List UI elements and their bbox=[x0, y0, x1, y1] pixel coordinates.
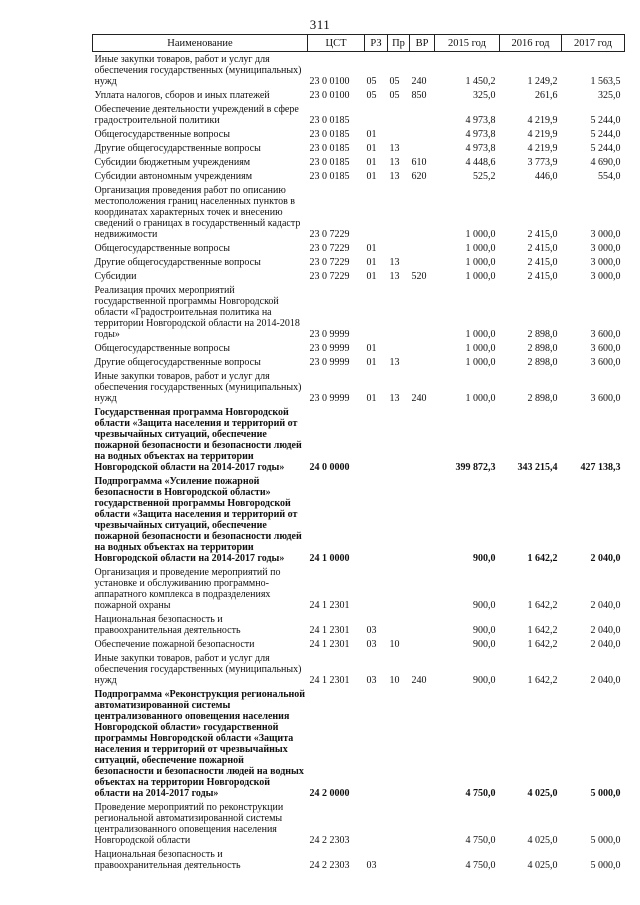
cell-name: Организация проведения работ по описанию местоположения границ населенных пунктов в координатах характерных точек и внесению сведений о границах в государственный кадастр недвижимости bbox=[94, 185, 301, 240]
cell-2016: 446,0 bbox=[535, 171, 558, 182]
cell-pr bbox=[388, 612, 410, 637]
cell-pr: 13 bbox=[389, 271, 400, 282]
cell-rz: 01 bbox=[366, 343, 377, 354]
cell-2017: 5 244,0 bbox=[590, 115, 621, 126]
cell-2016: 4 219,9 bbox=[527, 129, 558, 140]
cell-2015: 1 000,0 bbox=[465, 243, 496, 254]
cell-pr bbox=[388, 847, 410, 872]
cell-name: Иные закупки товаров, работ и услуг для обеспечения государственных (муниципальных) нужд bbox=[94, 653, 302, 686]
cell-rz bbox=[365, 405, 388, 474]
cell-2017: 427 138,3 bbox=[580, 462, 621, 473]
cell-2015: 900,0 bbox=[473, 625, 496, 636]
cell-vr bbox=[410, 847, 435, 872]
header-row bbox=[93, 35, 625, 52]
header-2016: 2016 год bbox=[500, 35, 562, 52]
cell-2015: 1 000,0 bbox=[465, 257, 496, 268]
cell-name: Субсидии бюджетным учреждениям bbox=[94, 157, 251, 168]
cell-pr: 13 bbox=[389, 357, 400, 368]
cell-2016: 2 898,0 bbox=[527, 357, 558, 368]
cell-2016: 2 415,0 bbox=[527, 257, 558, 268]
cell-vr: 240 bbox=[411, 76, 427, 87]
cell-2017: 3 000,0 bbox=[590, 229, 621, 240]
cell-2017: 5 000,0 bbox=[590, 860, 621, 871]
cell-pr bbox=[388, 341, 410, 355]
cell-vr bbox=[410, 183, 435, 241]
cell-rz bbox=[365, 687, 388, 800]
cell-vr bbox=[410, 241, 435, 255]
table-row bbox=[93, 355, 625, 369]
cell-2017: 5 000,0 bbox=[590, 835, 621, 846]
header-2017: 2017 год bbox=[562, 35, 625, 52]
cell-2015: 4 448,6 bbox=[465, 157, 496, 168]
header-vr: ВР bbox=[410, 35, 435, 52]
table-row bbox=[93, 155, 625, 169]
cell-cst: 24 2 0000 bbox=[309, 788, 350, 799]
cell-name: Общегосударственные вопросы bbox=[94, 243, 230, 254]
cell-name: Другие общегосударственные вопросы bbox=[94, 257, 261, 268]
cell-name: Подпрограмма «Реконструкция региональной автоматизированной системы централизованного оповещения населения Новгородской области» государственной программы Новгородской области «Защита населения и территорий от чрезвычайных ситуаций, обеспечение пожарной безопасности и безопасности людей на водных объектах на территории Новгородской области на 2014-2017 годы» bbox=[94, 689, 306, 799]
table-row bbox=[93, 241, 625, 255]
cell-rz: 03 bbox=[366, 639, 377, 650]
table-row bbox=[93, 341, 625, 355]
cell-rz: 01 bbox=[366, 243, 377, 254]
cell-name: Национальная безопасность и правоохранительная деятельность bbox=[94, 614, 241, 636]
cell-cst: 23 0 9999 bbox=[309, 343, 350, 354]
cell-2015: 4 750,0 bbox=[465, 860, 496, 871]
cell-rz bbox=[365, 565, 388, 612]
cell-vr bbox=[410, 687, 435, 800]
cell-2017: 3 600,0 bbox=[590, 357, 621, 368]
cell-name: Подпрограмма «Усиление пожарной безопасности в Новгородской области» государственной программы Новгородской области «Защита населения и территорий от чрезвычайных ситуаций, обеспечение пожарной безопасности и безопасности людей на водных объектах на территории Новгородской области на 2014-2017 годы» bbox=[94, 476, 302, 564]
cell-pr bbox=[388, 565, 410, 612]
cell-2017: 3 000,0 bbox=[590, 257, 621, 268]
header-name: Наименование bbox=[93, 35, 308, 52]
cell-2017: 325,0 bbox=[598, 90, 621, 101]
cell-2017: 5 244,0 bbox=[590, 143, 621, 154]
cell-2015: 1 000,0 bbox=[465, 357, 496, 368]
cell-cst: 24 2 2303 bbox=[309, 860, 350, 871]
cell-vr: 620 bbox=[411, 171, 427, 182]
cell-pr: 10 bbox=[389, 675, 400, 686]
cell-pr bbox=[388, 405, 410, 474]
cell-vr: 610 bbox=[411, 157, 427, 168]
cell-2016: 1 642,2 bbox=[527, 675, 558, 686]
cell-cst: 23 0 7229 bbox=[309, 271, 350, 282]
cell-2015: 1 000,0 bbox=[465, 329, 496, 340]
cell-cst: 23 0 0100 bbox=[309, 76, 350, 87]
cell-vr bbox=[410, 283, 435, 341]
cell-2017: 3 600,0 bbox=[590, 393, 621, 404]
cell-2015: 399 872,3 bbox=[455, 462, 496, 473]
page-number: 311 bbox=[309, 17, 331, 32]
cell-vr: 240 bbox=[411, 393, 427, 404]
cell-pr: 05 bbox=[389, 76, 400, 87]
cell-vr bbox=[410, 102, 435, 127]
cell-rz: 01 bbox=[366, 143, 377, 154]
cell-2016: 2 415,0 bbox=[527, 243, 558, 254]
table-row bbox=[93, 52, 625, 89]
cell-cst: 23 0 0185 bbox=[309, 115, 350, 126]
table-row bbox=[93, 183, 625, 241]
cell-name: Обеспечение пожарной безопасности bbox=[94, 639, 255, 650]
cell-2017: 4 690,0 bbox=[590, 157, 621, 168]
cell-pr: 13 bbox=[389, 171, 400, 182]
cell-2016: 4 025,0 bbox=[527, 835, 558, 846]
cell-2015: 1 000,0 bbox=[465, 271, 496, 282]
cell-pr: 10 bbox=[389, 639, 400, 650]
cell-pr: 13 bbox=[389, 157, 400, 168]
cell-name: Уплата налогов, сборов и иных платежей bbox=[94, 90, 270, 101]
cell-2017: 2 040,0 bbox=[590, 625, 621, 636]
cell-vr bbox=[410, 141, 435, 155]
cell-name: Проведение мероприятий по реконструкции региональной автоматизированной системы централизованного оповещения населения Новгородской области bbox=[94, 802, 284, 846]
cell-rz: 01 bbox=[366, 257, 377, 268]
cell-2015: 4 750,0 bbox=[465, 835, 496, 846]
cell-cst: 23 0 0185 bbox=[309, 129, 350, 140]
cell-rz: 01 bbox=[366, 157, 377, 168]
cell-pr bbox=[388, 127, 410, 141]
cell-cst: 23 0 9999 bbox=[309, 357, 350, 368]
cell-2015: 1 000,0 bbox=[465, 393, 496, 404]
cell-2015: 325,0 bbox=[473, 90, 496, 101]
cell-cst: 23 0 7229 bbox=[309, 257, 350, 268]
budget-table bbox=[92, 34, 625, 872]
cell-2017: 3 600,0 bbox=[590, 329, 621, 340]
cell-cst: 24 0 0000 bbox=[309, 462, 350, 473]
cell-vr bbox=[410, 612, 435, 637]
cell-2016: 1 642,2 bbox=[527, 553, 558, 564]
cell-rz: 03 bbox=[366, 860, 377, 871]
cell-cst: 23 0 0100 bbox=[309, 90, 350, 101]
table-row bbox=[93, 88, 625, 102]
cell-rz bbox=[365, 800, 388, 847]
cell-vr bbox=[410, 474, 435, 565]
cell-2016: 4 219,9 bbox=[527, 143, 558, 154]
cell-2016: 261,6 bbox=[535, 90, 558, 101]
cell-name: Иные закупки товаров, работ и услуг для обеспечения государственных (муниципальных) нужд bbox=[94, 371, 302, 404]
cell-cst: 24 1 2301 bbox=[309, 625, 350, 636]
cell-vr bbox=[410, 341, 435, 355]
cell-name: Национальная безопасность и правоохранительная деятельность bbox=[94, 849, 241, 871]
cell-pr bbox=[388, 241, 410, 255]
cell-2016: 4 025,0 bbox=[527, 788, 558, 799]
cell-2015: 4 750,0 bbox=[465, 788, 496, 799]
cell-name: Субсидии автономным учреждениям bbox=[94, 171, 253, 182]
cell-cst: 24 1 2301 bbox=[309, 639, 350, 650]
cell-2016: 2 415,0 bbox=[527, 271, 558, 282]
cell-name: Другие общегосударственные вопросы bbox=[94, 357, 261, 368]
cell-2016: 4 219,9 bbox=[527, 115, 558, 126]
table-row bbox=[93, 474, 625, 565]
cell-2015: 900,0 bbox=[473, 675, 496, 686]
cell-name: Обеспечение деятельности учреждений в сфере градостроительной политики bbox=[94, 104, 299, 126]
cell-2016: 1 642,2 bbox=[527, 639, 558, 650]
cell-vr bbox=[410, 127, 435, 141]
cell-2017: 3 600,0 bbox=[590, 343, 621, 354]
cell-pr: 05 bbox=[389, 90, 400, 101]
cell-rz bbox=[365, 183, 388, 241]
cell-2015: 1 000,0 bbox=[465, 343, 496, 354]
cell-name: Субсидии bbox=[94, 271, 137, 282]
table-row bbox=[93, 637, 625, 651]
header-cst: ЦСТ bbox=[308, 35, 365, 52]
cell-2015: 4 973,8 bbox=[465, 129, 496, 140]
cell-vr: 850 bbox=[411, 90, 427, 101]
cell-rz: 01 bbox=[366, 129, 377, 140]
cell-cst: 23 0 7229 bbox=[309, 243, 350, 254]
cell-vr bbox=[410, 565, 435, 612]
cell-2016: 3 773,9 bbox=[527, 157, 558, 168]
cell-cst: 23 0 0185 bbox=[309, 157, 350, 168]
cell-rz bbox=[365, 102, 388, 127]
table-row bbox=[93, 565, 625, 612]
cell-2017: 2 040,0 bbox=[590, 675, 621, 686]
cell-2015: 1 000,0 bbox=[465, 229, 496, 240]
cell-rz: 01 bbox=[366, 271, 377, 282]
cell-cst: 23 0 7229 bbox=[309, 229, 350, 240]
cell-rz bbox=[365, 474, 388, 565]
cell-2017: 554,0 bbox=[598, 171, 621, 182]
cell-vr: 520 bbox=[411, 271, 427, 282]
cell-rz: 01 bbox=[366, 357, 377, 368]
table-row bbox=[93, 269, 625, 283]
cell-2017: 3 000,0 bbox=[590, 271, 621, 282]
cell-2016: 2 415,0 bbox=[527, 229, 558, 240]
cell-cst: 23 0 9999 bbox=[309, 393, 350, 404]
table-row bbox=[93, 369, 625, 405]
cell-2015: 4 973,8 bbox=[465, 115, 496, 126]
cell-pr: 13 bbox=[389, 257, 400, 268]
cell-rz: 01 bbox=[366, 393, 377, 404]
cell-name: Другие общегосударственные вопросы bbox=[94, 143, 261, 154]
cell-name: Общегосударственные вопросы bbox=[94, 343, 230, 354]
cell-name: Общегосударственные вопросы bbox=[94, 129, 230, 140]
cell-cst: 24 1 2301 bbox=[309, 675, 350, 686]
cell-cst: 23 0 0185 bbox=[309, 143, 350, 154]
table-row bbox=[93, 255, 625, 269]
table-body bbox=[93, 52, 625, 873]
table-row bbox=[93, 847, 625, 872]
cell-rz: 03 bbox=[366, 625, 377, 636]
cell-pr: 13 bbox=[389, 393, 400, 404]
table-row bbox=[93, 405, 625, 474]
header-rz: РЗ bbox=[365, 35, 388, 52]
table-row bbox=[93, 169, 625, 183]
cell-2015: 4 973,8 bbox=[465, 143, 496, 154]
cell-vr bbox=[410, 255, 435, 269]
cell-rz: 05 bbox=[366, 76, 377, 87]
cell-2016: 2 898,0 bbox=[527, 343, 558, 354]
cell-name: Организация и проведение мероприятий по установке и обслуживанию программно-аппаратного комплекса в подразделениях пожарной охраны bbox=[94, 567, 281, 611]
cell-pr: 13 bbox=[389, 143, 400, 154]
cell-name: Иные закупки товаров, работ и услуг для обеспечения государственных (муниципальных) нужд bbox=[94, 54, 302, 87]
cell-vr bbox=[410, 800, 435, 847]
cell-vr bbox=[410, 637, 435, 651]
cell-2017: 2 040,0 bbox=[590, 600, 621, 611]
table-row bbox=[93, 141, 625, 155]
cell-vr bbox=[410, 355, 435, 369]
cell-vr bbox=[410, 405, 435, 474]
header-pr: Пр bbox=[388, 35, 410, 52]
cell-cst: 24 1 2301 bbox=[309, 600, 350, 611]
cell-pr bbox=[388, 800, 410, 847]
cell-2016: 1 642,2 bbox=[527, 625, 558, 636]
cell-2015: 900,0 bbox=[473, 553, 496, 564]
cell-rz bbox=[365, 283, 388, 341]
cell-pr bbox=[388, 474, 410, 565]
cell-cst: 24 2 2303 bbox=[309, 835, 350, 846]
cell-2017: 2 040,0 bbox=[590, 639, 621, 650]
table-row bbox=[93, 612, 625, 637]
cell-2015: 900,0 bbox=[473, 639, 496, 650]
cell-2016: 2 898,0 bbox=[527, 329, 558, 340]
cell-cst: 23 0 9999 bbox=[309, 329, 350, 340]
cell-vr: 240 bbox=[411, 675, 427, 686]
table-row bbox=[93, 800, 625, 847]
cell-2016: 2 898,0 bbox=[527, 393, 558, 404]
cell-2016: 343 215,4 bbox=[517, 462, 558, 473]
cell-pr bbox=[388, 183, 410, 241]
cell-2015: 525,2 bbox=[473, 171, 496, 182]
cell-cst: 24 1 0000 bbox=[309, 553, 350, 564]
cell-2017: 5 000,0 bbox=[590, 788, 621, 799]
cell-rz: 03 bbox=[366, 675, 377, 686]
cell-pr bbox=[388, 283, 410, 341]
cell-2015: 1 450,2 bbox=[465, 76, 496, 87]
cell-2017: 3 000,0 bbox=[590, 243, 621, 254]
cell-rz: 05 bbox=[366, 90, 377, 101]
header-2015: 2015 год bbox=[435, 35, 500, 52]
table-row bbox=[93, 127, 625, 141]
cell-2015: 900,0 bbox=[473, 600, 496, 611]
cell-name: Реализация прочих мероприятий государственной программы Новгородской области «Градостроительная политика на территории Новгородской области на 2014-2018 годы» bbox=[94, 285, 300, 340]
cell-2017: 2 040,0 bbox=[590, 553, 621, 564]
cell-rz: 01 bbox=[366, 171, 377, 182]
table-row bbox=[93, 651, 625, 687]
cell-2017: 1 563,5 bbox=[590, 76, 621, 87]
cell-2016: 1 249,2 bbox=[527, 76, 558, 87]
table-row bbox=[93, 687, 625, 800]
cell-2016: 4 025,0 bbox=[527, 860, 558, 871]
cell-pr bbox=[388, 102, 410, 127]
cell-cst: 23 0 0185 bbox=[309, 171, 350, 182]
cell-name: Государственная программа Новгородской области «Защита населения и территорий от чрезвычайных ситуаций, обеспечение пожарной безопасности и безопасности людей на водных объектах на территории Новгородской области на 2014-2017 годы» bbox=[94, 407, 302, 473]
table-row bbox=[93, 102, 625, 127]
cell-2016: 1 642,2 bbox=[527, 600, 558, 611]
cell-2017: 5 244,0 bbox=[590, 129, 621, 140]
cell-pr bbox=[388, 687, 410, 800]
table-row bbox=[93, 283, 625, 341]
